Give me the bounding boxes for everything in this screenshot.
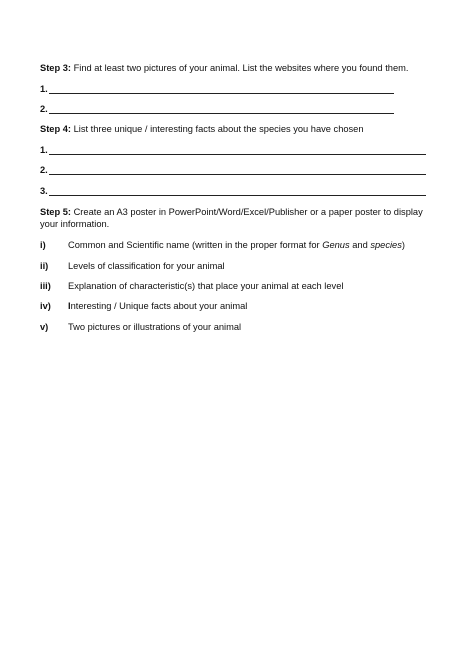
step4-label: Step 4: (40, 124, 71, 134)
requirement-text: Two pictures or illustrations of your animal (68, 322, 242, 332)
step3-answer-line-1[interactable] (40, 83, 48, 95)
step5-instruction-continued (40, 218, 109, 230)
step3-instruction (40, 62, 408, 74)
answer-underline (49, 113, 394, 114)
step4-text: List three unique / interesting facts about the species you have chosen (71, 124, 364, 134)
step3-label: Step 3: (40, 63, 71, 73)
requirement-text: Levels of classification for your animal (68, 261, 225, 271)
step3-answer-line-2[interactable] (40, 103, 48, 115)
requirement-text: Common and Scientific name (written in the proper format for Genus and species) (68, 240, 405, 250)
step4-answer-line-3[interactable] (40, 185, 48, 197)
roman-numeral: iv) (40, 301, 51, 311)
line-number: 2. (40, 104, 48, 114)
step4-instruction (40, 123, 364, 135)
answer-underline (49, 174, 426, 175)
requirement-text: Interesting / Unique facts about your animal (68, 301, 248, 311)
roman-numeral: i) (40, 240, 46, 250)
step5-instruction (40, 206, 423, 218)
line-number: 3. (40, 186, 48, 196)
step5-label: Step 5: (40, 207, 71, 217)
step4-answer-line-2[interactable] (40, 164, 48, 176)
requirement-text: Explanation of characteristic(s) that place your animal at each level (68, 281, 344, 291)
step5-text-line2: your information. (40, 219, 110, 229)
answer-underline (49, 195, 426, 196)
answer-underline (49, 154, 426, 155)
step3-text: Find at least two pictures of your animal. List the websites where you found them. (71, 63, 409, 73)
line-number: 2. (40, 165, 48, 175)
roman-numeral: ii) (40, 261, 49, 271)
line-number: 1. (40, 145, 48, 155)
roman-numeral: v) (40, 322, 49, 332)
step4-answer-line-1[interactable] (40, 144, 48, 156)
step5-text-line1: Create an A3 poster in PowerPoint/Word/Excel/Publisher or a paper poster to display (71, 207, 423, 217)
answer-underline (49, 93, 394, 94)
roman-numeral: iii) (40, 281, 51, 291)
line-number: 1. (40, 84, 48, 94)
